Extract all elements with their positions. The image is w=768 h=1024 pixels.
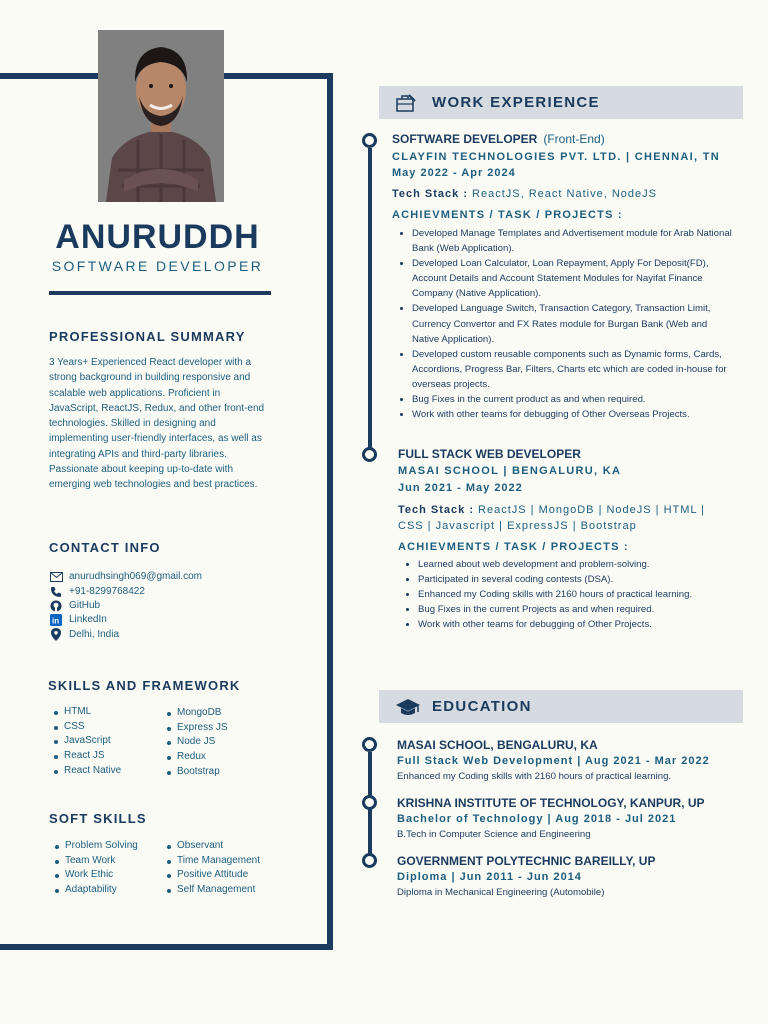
professional-summary-text: 3 Years+ Experienced React developer with a strong background in building responsive and scalable web applications. Proficient in JavaScript, ReactJS, Redux, and other front-end technologies. Skilled in designing and implementing user-friendly interfaces, as well as integrating APIs and third-party libraries. Passionate about keeping up-to-date with emerging web technologies and best practices. bbox=[49, 357, 265, 491]
skill-item: React JS bbox=[50, 749, 121, 764]
github-icon bbox=[49, 599, 63, 612]
work-experience-header bbox=[379, 86, 743, 119]
duty-item: Developed Loan Calculator, Loan Repayment, Apply For Deposit(FD), Account Details and Account Statement Modules for Nayifat Finance Company (Native Application). bbox=[393, 256, 733, 301]
soft-skill-item: Work Ethic bbox=[51, 868, 138, 883]
timeline-dot bbox=[362, 133, 377, 148]
contact-github-text: GitHub bbox=[69, 600, 101, 611]
profile-photo bbox=[98, 30, 224, 202]
skill-item: MongoDB bbox=[163, 706, 228, 721]
tech-stack-value: ReactJS | MongoDB | NodeJS | HTML | CSS | Javascript | ExpressJS | Bootstrap bbox=[398, 504, 706, 532]
job-duties-list bbox=[393, 226, 733, 422]
briefcase-icon bbox=[395, 92, 417, 114]
duty-item: Work with other teams for debugging of Other Projects. bbox=[399, 617, 734, 632]
divider bbox=[49, 291, 271, 295]
job-title-text: SOFTWARE DEVELOPER bbox=[392, 132, 538, 146]
education-degree: Diploma | Jun 2011 - Jun 2014 bbox=[397, 871, 582, 883]
timeline-dot bbox=[362, 737, 377, 752]
skill-item: Redux bbox=[163, 750, 228, 765]
education-note: Diploma in Mechanical Engineering (Automobile) bbox=[397, 887, 605, 898]
timeline-dot bbox=[362, 795, 377, 810]
job-title-text: FULL STACK WEB DEVELOPER bbox=[398, 447, 581, 461]
job-dates: Jun 2021 - May 2022 bbox=[398, 482, 523, 494]
soft-skill-item: Problem Solving bbox=[51, 839, 138, 854]
tech-stack-value: ReactJS, React Native, NodeJS bbox=[468, 188, 657, 200]
duty-item: Developed Manage Templates and Advertisement module for Arab National Bank (Web Application). bbox=[393, 226, 733, 256]
education-title: EDUCATION bbox=[432, 698, 532, 715]
location-pin-icon bbox=[49, 628, 63, 641]
contact-linkedin[interactable] bbox=[49, 612, 107, 627]
skill-item: Node JS bbox=[163, 735, 228, 750]
duty-item: Learned about web development and problem-solving. bbox=[399, 557, 734, 572]
graduation-cap-icon bbox=[395, 696, 417, 718]
job-title bbox=[392, 132, 605, 146]
skill-item: HTML bbox=[50, 705, 121, 720]
job-dates: May 2022 - Apr 2024 bbox=[392, 167, 516, 179]
duty-item: Bug Fixes in the current Projects as and when required. bbox=[399, 602, 734, 617]
skills-list-left bbox=[50, 705, 121, 778]
phone-icon bbox=[49, 585, 63, 598]
timeline-line bbox=[368, 148, 372, 450]
soft-skill-item: Adaptability bbox=[51, 883, 138, 898]
skill-item: JavaScript bbox=[50, 734, 121, 749]
soft-skill-item: Self Management bbox=[163, 883, 260, 898]
duty-item: Bug Fixes in the current product as and when required. bbox=[393, 392, 733, 407]
svg-text:in: in bbox=[52, 616, 60, 625]
timeline-dot bbox=[362, 853, 377, 868]
education-note: B.Tech in Computer Science and Engineering bbox=[397, 829, 591, 840]
contact-email-text: anurudhsingh069@gmail.com bbox=[69, 571, 203, 582]
education-school: MASAI SCHOOL, BENGALURU, KA bbox=[397, 738, 598, 752]
soft-skill-item: Team Work bbox=[51, 854, 138, 869]
contact-linkedin-text: LinkedIn bbox=[69, 614, 107, 625]
duty-item: Developed Language Switch, Transaction Category, Transaction Limit, Currency Convertor and FX Rates module for Burgan Bank (Web and Native Application). bbox=[393, 301, 733, 346]
candidate-role: SOFTWARE DEVELOPER bbox=[51, 258, 264, 274]
achievements-label: ACHIEVMENTS / TASK / PROJECTS : bbox=[398, 541, 629, 553]
soft-skills-list-right bbox=[163, 839, 260, 898]
skill-item: Express JS bbox=[163, 721, 228, 736]
contact-phone-text: +91-8299768422 bbox=[69, 586, 145, 597]
email-icon bbox=[49, 570, 63, 583]
soft-skill-item: Observant bbox=[163, 839, 260, 854]
job-company: CLAYFIN TECHNOLOGIES PVT. LTD. | CHENNAI, TN bbox=[392, 151, 720, 163]
tech-stack-label: Tech Stack : bbox=[392, 188, 468, 200]
job-title bbox=[398, 447, 581, 461]
contact-github[interactable] bbox=[49, 598, 100, 613]
job-tech-stack bbox=[392, 188, 657, 200]
skill-item: Bootstrap bbox=[163, 765, 228, 780]
skills-heading: SKILLS AND FRAMEWORK bbox=[48, 678, 241, 693]
contact-location bbox=[49, 627, 119, 642]
achievements-label: ACHIEVMENTS / TASK / PROJECTS : bbox=[392, 209, 623, 221]
job-subtitle: (Front-End) bbox=[543, 132, 605, 146]
education-school: KRISHNA INSTITUTE OF TECHNOLOGY, KANPUR, UP bbox=[397, 796, 705, 810]
contact-email[interactable] bbox=[49, 569, 202, 584]
skill-item: React Native bbox=[50, 764, 121, 779]
education-note: Enhanced my Coding skills with 2160 hours of practical learning. bbox=[397, 771, 672, 782]
timeline-dot bbox=[362, 447, 377, 462]
skills-list-right bbox=[163, 706, 228, 779]
contact-location-text: Delhi, India bbox=[69, 629, 120, 640]
contact-info-heading: CONTACT INFO bbox=[49, 540, 161, 555]
soft-skill-item: Time Management bbox=[163, 854, 260, 869]
duty-item: Work with other teams for debugging of Other Overseas Projects. bbox=[393, 407, 733, 422]
education-header bbox=[379, 690, 743, 723]
tech-stack-label: Tech Stack : bbox=[398, 504, 474, 516]
duty-item: Enhanced my Coding skills with 2160 hours of practical learning. bbox=[399, 587, 734, 602]
work-experience-title: WORK EXPERIENCE bbox=[432, 94, 600, 111]
candidate-name: ANURUDDH bbox=[55, 218, 260, 256]
job-tech-stack bbox=[398, 502, 733, 534]
duty-item: Participated in several coding contests (DSA). bbox=[399, 572, 734, 587]
duty-item: Developed custom reusable components such as Dynamic forms, Cards, Accordions, Progress Bar, Filters, Charts etc which are coded in-house for overseas projects. bbox=[393, 347, 733, 392]
job-duties-list bbox=[399, 557, 734, 632]
soft-skills-heading: SOFT SKILLS bbox=[49, 811, 147, 826]
job-company: MASAI SCHOOL | BENGALURU, KA bbox=[398, 465, 622, 477]
linkedin-icon bbox=[49, 613, 63, 626]
education-school: GOVERNMENT POLYTECHNIC BAREILLY, UP bbox=[397, 854, 656, 868]
soft-skill-item: Positive Attitude bbox=[163, 868, 260, 883]
professional-summary-heading: PROFESSIONAL SUMMARY bbox=[49, 329, 246, 344]
education-degree: Bachelor of Technology | Aug 2018 - Jul 2021 bbox=[397, 813, 677, 825]
soft-skills-list-left bbox=[51, 839, 138, 898]
skill-item: CSS bbox=[50, 720, 121, 735]
education-degree: Full Stack Web Development | Aug 2021 - Mar 2022 bbox=[397, 755, 710, 767]
contact-phone[interactable] bbox=[49, 584, 145, 599]
